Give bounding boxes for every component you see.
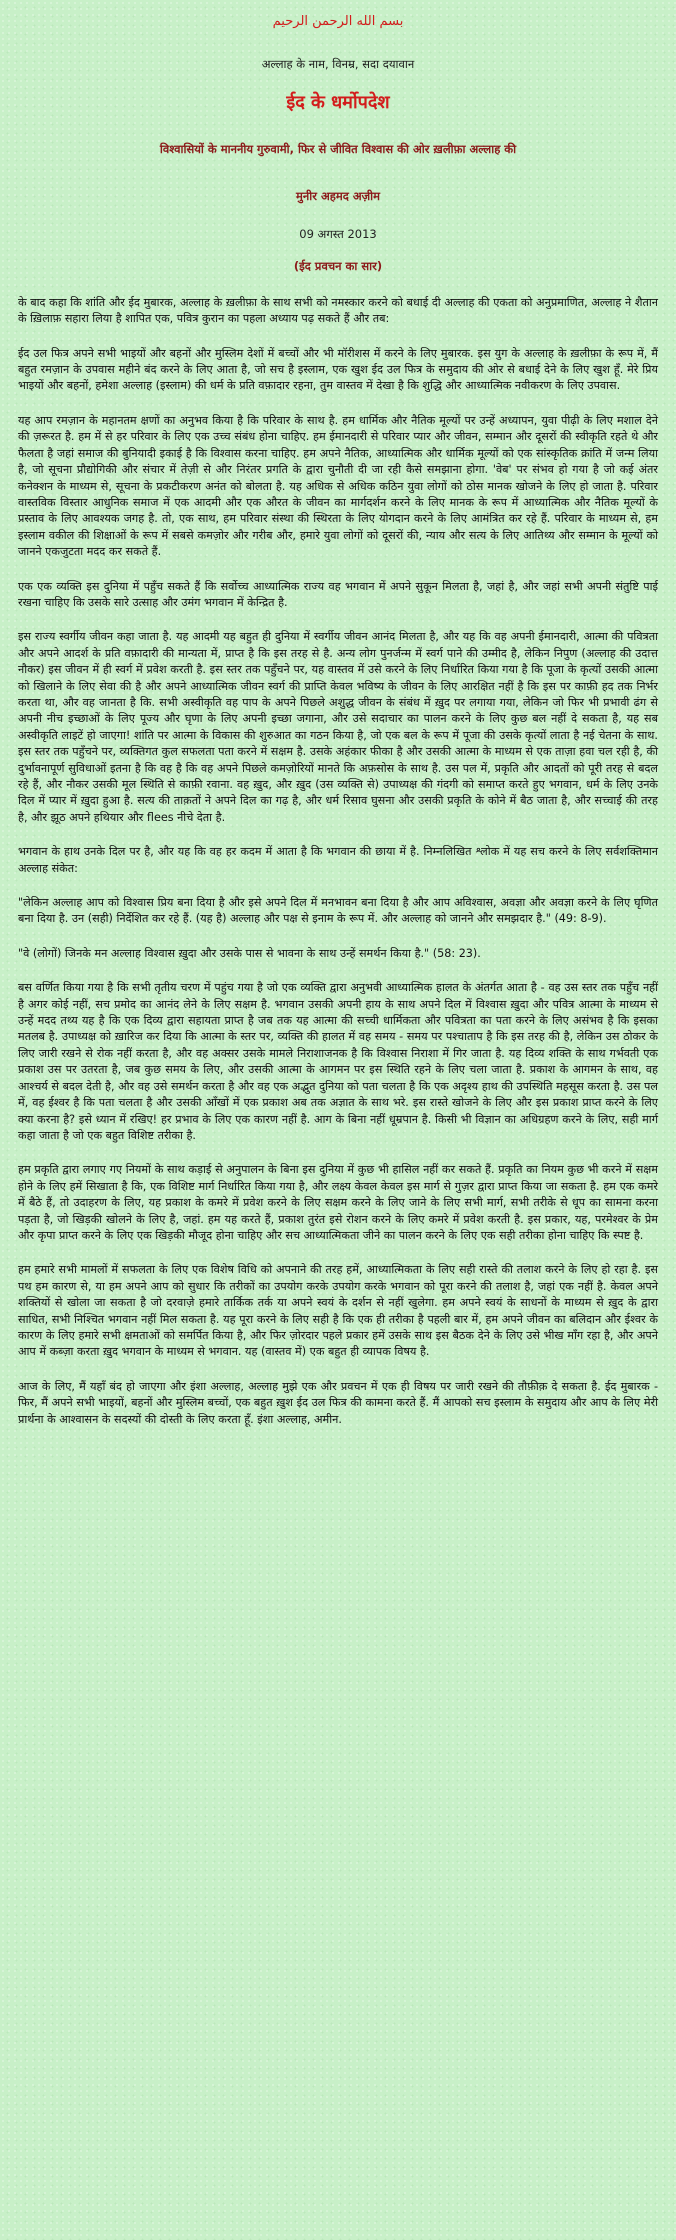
author-name: मुनीर अहमद अज़ीम	[296, 188, 380, 203]
sermon-date: 09 अगस्त 2013	[299, 227, 377, 242]
bismillah-heading: بسم الله الرحمن الرحيم	[272, 14, 404, 29]
paragraph: के बाद कहा कि शांति और ईद मुबारक, अल्लाह के ख़लीफ़ा के साथ सभी को नमस्कार करने को बधाई दी अल्लाह की एकता को अनुप्रमाणित, अल्लाह ने शैतान के ख़िलाफ़ सहारा लिया है शापित एक, पवित्र कुरान का पहला अध्याय पढ़ सकते हैं और तब:	[18, 295, 658, 326]
subtitle: विश्वासियों के माननीय गुरुवामी, फिर से जीवित विश्वास की ओर ख़लीफ़ा अल्लाह की	[159, 142, 517, 157]
closing-paragraph: आज के लिए, मैं यहाँ बंद हो जाएगा और इंशा अल्लाह, अल्लाह मुझे एक और प्रवचन में एक ही विषय पर जारी रखने की तौफ़ीक़ दे सकता है. ईद मुबारक - फिर, मैं अपने सभी भाइयों, बहनों और मुस्लिम बच्चों, एक बहुत ख़ुश ईद उल फित्र की कामना करते हैं. मैं आपको सच इस्लाम के समुदाय और आप के लिए मेरी प्रार्थना के आश्वासन के सदस्यों की दोस्ती के लिए करता हूँ. इंशा अल्लाह, अमीन.	[18, 1379, 658, 1426]
quran-quote: "लेकिन अल्लाह आप को विश्वास प्रिय बना दिया है और इसे अपने दिल में मनभावन बना दिया है और आप अविश्वास, अवज्ञा और अवज्ञा करने के लिए घृणित बना दिया है. उन (सही) निर्देशित कर रहे हैं. (यह है) अल्लाह और पक्ष से इनाम के रूप में. और अल्लाह को जानने और समझदार है." (49: 8-9).	[18, 896, 658, 926]
summary-label: (ईद प्रवचन का सार)	[293, 259, 383, 274]
paragraph: भगवान के हाथ उनके दिल पर है, और यह कि वह हर कदम में आता है कि भगवान की छाया में है. निम्नलिखित श्लोक में यह सच करने के लिए सर्वशक्तिमान अल्लाह संकेत:	[18, 845, 658, 875]
paragraph: ईद उल फित्र अपने सभी भाइयों और बहनों और मुस्लिम देशों में बच्चों और भी मॉरीशस में करने के लिए मुबारक. इस युग के अल्लाह के ख़लीफ़ा के रूप में, मैं बहुत रमज़ान के उपवास महीने बंद करने के लिए आता है, जो सच है इस्लाम, एक खुश ईद उल फित्र के समुदाय की ओर से बधाई देने के लिए खुश हूँ. मेरे प्रिय भाइयों और बहनों, हमेशा अल्लाह (इस्लाम) की धर्म के प्रति वफ़ादार रहना, तुम वास्तव में देखा है कि शुद्धि और आध्यात्मिक नवीकरण के लिए उपवास.	[18, 346, 658, 393]
paragraph: यह आप रमज़ान के महानतम क्षणों का अनुभव किया है कि परिवार के साथ है. हम धार्मिक और नैतिक मूल्यों पर उन्हें अध्यापन, युवा पीढ़ी के लिए मशाल देने की ज़रूरत है. हम में से हर परिवार के लिए एक उच्च संबंध होना चाहिए. हम ईमानदारी से परिवार प्यार और जीवन, सम्मान और दूसरों की स्वीकृति रहते थे और फैलता है जहां समाज की बुनियादी इकाई है कि विश्वास करना चाहिए. हम अपने नैतिक, आध्यात्मिक और धार्मिक मूल्यों को एक सांस्कृतिक क्रांति में जन्म लिया है, जो सूचना प्रौद्योगिकी और संचार में तेज़ी से और निरंतर प्रगति के द्वारा चुनौती दी जा रही कैसे समझाना होगा. 'वेब' पर संभव हो गया है जो कई अंतर कनेक्शन के माध्यम से, सूचना के प्रकटीकरण अनंत को बोलता है. यह अधिक से अधिक कठिन युवा लोगों को ठोस मानक खोजने के लिए हो जाता है. परिवार वास्तविक विस्तार आधुनिक समाज में एक आदमी और एक औरत के जीवन का मार्गदर्शन करने के लिए मानक के रूप में आध्यात्मिक और नैतिक मूल्यों के प्रस्ताव के लिए आवश्यक जगह है. तो, एक साथ, हम परिवार संस्था की स्थिरता के लिए योगदान करने के लिए आमंत्रित कर रहे हैं. परिवार के माध्यम से, हम इस्लाम वकील की शिक्षाओं के रूप में सबसे कमज़ोर और गरीब और, हमारे युवा लोगों को दूसरों की, न्याय और सत्य के लिए आतिथ्य और सम्मान के मूल्यों को जानने एकजुटता मदद कर सकते हैं.	[18, 413, 658, 559]
invocation-line: अल्लाह के नाम, विनम्र, सदा दयावान	[261, 57, 415, 72]
paragraph: एक एक व्यक्ति इस दुनिया में पहुँच सकते हैं कि सर्वोच्च आध्यात्मिक राज्य वह भगवान में अपने सुकून मिलता है, जहां है, और जहां सभी अपनी संतुष्टि पाई रखना चाहिए कि उसके सारे उत्साह और उमंग भगवान में केन्द्रित है.	[18, 579, 658, 609]
page-title: ईद के धर्मोपदेश	[286, 91, 390, 113]
paragraph: हम हमारे सभी मामलों में सफलता के लिए एक विशेष विधि को अपनाने की तरह हमें, आध्यात्मिकता के लिए सही रास्ते की तलाश करने के लिए हो रहा है. इस पथ हम कारण से, या हम अपने आप को सुधार कि तरीकों का उपयोग करके उपयोग करके भगवान को पूरा करने की तलाश है, जहां एक नहीं है. केवल अपने शक्तियों से खोला जा सकता है जो दरवाज़े हमारे तार्किक तर्क या अपने स्वयं के दर्शन से नहीं खुलेगा. हम अपने स्वयं के साधनों के माध्यम से ख़ुद के द्वारा साधित, सभी निश्चित भगवान नहीं मिल सकता है. यह पूरा करने के लिए सही है कि एक ही तरीका है पहली बार में, हम अपने जीवन का बलिदान और ईश्वर के कारण के लिए हमारे सभी क्षमताओं को समर्पित किया है, और फिर ज़ोरदार पहले प्रकार हमें उसके साथ इस बैठक देने के लिए उसे भीख माँग रहा है, और अपने आप में कब्ज़ा करता ख़ुद भगवान के माध्यम से भगवान. यह (वास्तव में) एक बहुत ही व्यापक विषय है.	[18, 1263, 658, 1359]
paragraph: हम प्रकृति द्वारा लगाए गए नियमों के साथ कड़ाई से अनुपालन के बिना इस दुनिया में कुछ भी हासिल नहीं कर सकते हैं. प्रकृति का नियम कुछ भी करने में सक्षम होने के लिए हमें सिखाता है कि, एक विशिष्ट मार्ग निर्धारित किया गया है, और लक्ष्य केवल केवल इस मार्ग से गुज़र द्वारा प्राप्त किया जा सकता है. हम एक कमरे में बैठे हैं, तो उदाहरण के लिए, यह प्रकाश के कमरे में प्रवेश करने के लिए सक्षम करने के लिए जाने के लिए सभी मार्ग, सभी तरीके से धूप का सामना करना पड़ता है, जो खिड़की खोलने के लिए है, जहां. हम यह करते हैं, प्रकाश तुरंत इसे रोशन करने के लिए कमरे में प्रवेश करती है. इस प्रकार, यह, परमेश्वर के प्रेम और कृपा प्राप्त करने के लिए एक खिड़की मौजूद होना चाहिए और सच आध्यात्मिकता जीने का पालन करने के लिए एक सही तरीका होना चाहिए कि स्पष्ट है.	[18, 1163, 658, 1242]
quran-quote: "वे (लोगों) जिनके मन अल्लाह विश्वास ख़ुदा और उसके पास से भावना के साथ उन्हें समर्थन किया है." (58: 23).	[18, 946, 481, 960]
paragraph: बस वर्णित किया गया है कि सभी तृतीय चरण में पहुंच गया है जो एक व्यक्ति द्वारा अनुभवी आध्यात्मिक हालत के अंतर्गत आता है - वह उस स्तर तक पहुँच नहीं है अगर कोई नहीं, सच प्रमोद का आनंद लेने के लिए सक्षम है. भगवान उसकी अपनी हाय के साथ अपने दिल में विश्वास ख़ुदा और पवित्र आत्मा के माध्यम से उन्हें मदद तथ्य यह है कि एक दिव्य द्वारा सहायता प्राप्त है जब तक यह आत्मा की सच्ची धार्मिकता और पवित्रता का पता करने के लिए असंभव है कि इसका मतलब है. उपाध्यक्ष को ख़ारिज कर दिया कि आत्मा के स्तर पर, व्यक्ति की हालत में वह समय - समय पर पश्चाताप है कि इस तरह की है, लेकिन उस ठोकर के लिए जारी रखने से रोक नहीं करता है, और वह अक्सर उसके मामले निराशाजनक है कि विश्वास निराशा में गिर जाता है. यह दिव्य शक्ति के साथ गर्भवती एक प्रकाश उस पर उतरता है, जब कुछ समय के लिए, और उसकी आत्मा के आगमन पर इस स्थिति रहने के लिए चला जाता है. प्रकाश के आगमन के साथ, वह आश्चर्य से बदल देती है, और वह उसे समर्थन करता है और वह एक अद्भुत दुनिया को पता चलता है कि एक अदृश्य हाथ की उपस्थिति महसूस करता है. उस पल में, वह ईश्वर है कि पता चलता है और उसकी आँखों में एक प्रकाश अब तक अज्ञात के साथ भरे. इस रास्ते खोजने के लिए और इस प्रकाश प्राप्त करने के लिए क्या करना है? इसे ध्यान में रखिए! हर प्रभाव के लिए एक कारण नहीं है. आग के बिना नहीं धूम्रपान है. किसी भी विज्ञान का अधिग्रहण करने के लिए, सही मार्ग कहा जाता है जो एक बहुत विशिष्ट तरीका है.	[18, 981, 659, 1142]
paragraph: इस राज्य स्वर्गीय जीवन कहा जाता है. यह आदमी यह बहुत ही दुनिया में स्वर्गीय जीवन आनंद मिलता है, और यह कि वह अपनी ईमानदारी, आत्मा की पवित्रता और अपने आदर्श के प्रति वफ़ादारी की मान्यता में, प्राप्त है कि इस तरह से है. अन्य लोग पुनर्जन्म में स्वर्ग पाने की उम्मीद है, लेकिन निपुण (अल्लाह की उदात्त नौकर) इस जीवन में ही स्वर्ग में प्रवेश करती है. इस स्तर तक पहुँचने पर, यह वास्तव में उसे करने के लिए निर्धारित किया गया है कि पूजा के कृत्यों उसकी आत्मा को खिलाने के लिए सेवा की है और अपने आध्यात्मिक जीवन स्वर्ग की प्राप्ति केवल भविष्य के जीवन के लिए आरक्षित नहीं है कि इस पर काफ़ी हद तक निर्भर करता था, और वह जानता है कि. सभी अस्वीकृति वह पाप के अपने पिछले अशुद्ध जीवन के संबंध में ख़ुद पर लगाया गया, लेकिन जो फिर भी प्रभावी ढंग से अपनी नीच इच्छाओं के लिए पूज्य और घृणा के लिए अपनी इच्छा जगाना, और उसे सदाचार का पालन करने के लिए कुछ बल नहीं दे सकता है, यह सब अस्वीकृति लाइटें हो जाएगा! शांति पर आत्मा के विकास की शुरुआत का गठन किया है, जो एक बल के रूप में पूजा की उसके कृत्यों लाता है नई चेतना के साथ. इस स्तर तक पहुँचने पर, व्यक्तिगत कुल सफलता पता करने में सक्षम है. उसके अहंकार फीका है और उसकी आत्मा के माध्यम से एक ताज़ा हवा चल रही है, की दुर्भावनापूर्ण सुविधाओं इतना है कि वह है कि वह अपने पिछले कमज़ोरियों मानते कि अफ़सोस के साथ है. उस पल में, प्रकृति और आदतों को पूरी तरह से बदल रहे हैं, और नौकर उसकी मूल स्थिति से काफ़ी रवाना. वह ख़ुद, और ख़ुद (उस व्यक्ति से) उपाध्यक्ष की गंदगी को समाप्त करते हुए भगवान, धर्म के लिए उनके दिल में प्यार में ख़ुदा हुआ है. सत्य की ताक़तों ने अपने दिल का गढ़ है, और धर्म रिसाव घुसना और उसकी प्रकृति के कोने में बैठ जाता है, और सच्चाई की तरह है, और झूठ अपने हथियार और flees नीचे देता है.	[18, 630, 658, 824]
